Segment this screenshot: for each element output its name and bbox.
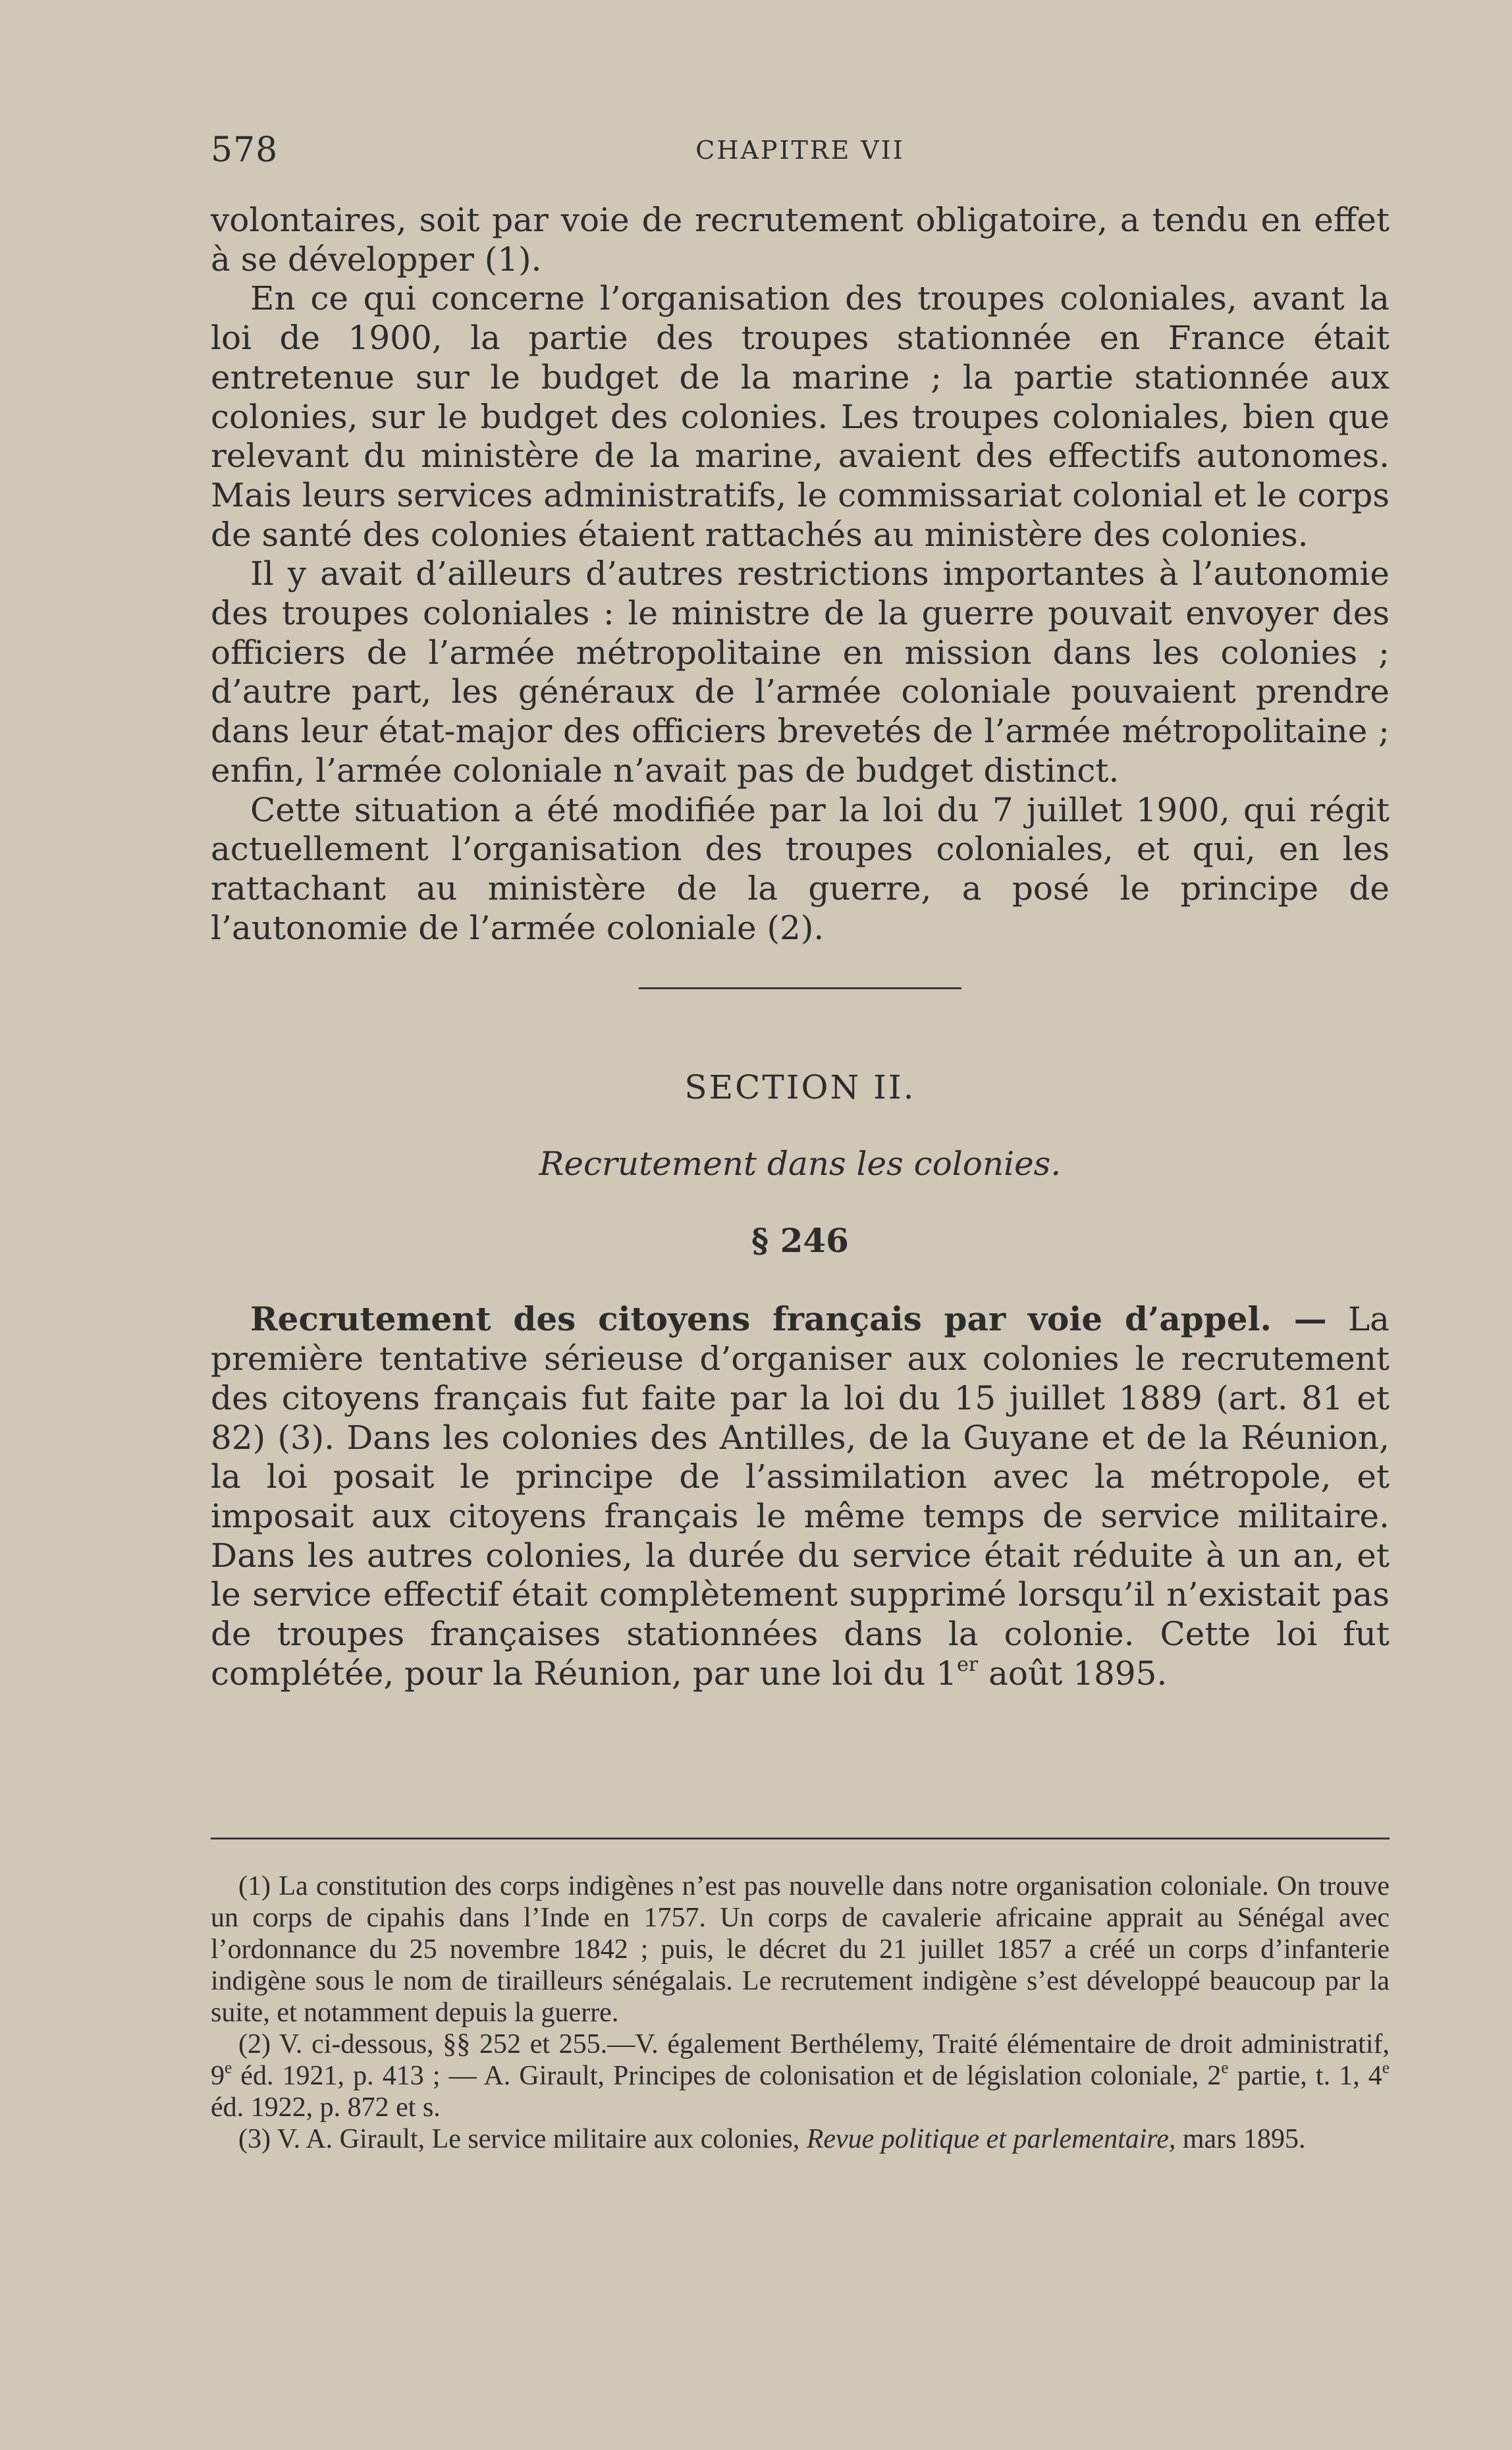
section-subtitle: Recrutement dans les colonies.	[539, 1145, 1062, 1184]
running-head: CHAPITRE VII	[695, 136, 905, 165]
footnote-2-text-b: éd. 1921, p. 413 ; — A. Girault, Principes de colonisation et de législation coloniale, 2	[232, 2061, 1222, 2091]
footnotes	[211, 1870, 1390, 2155]
footnote-3-text-b: mars 1895.	[1175, 2124, 1306, 2154]
page-number: 578	[211, 130, 279, 170]
superscript: e	[1382, 2059, 1390, 2077]
paragraph-organisation: En ce qui concerne l’organisation des troupes coloniales, avant la loi de 1900, la partie des troupes stationnée en France était entretenue sur le budget de la marine ; la partie stationnée aux colonies, sur le budget des colonies. Les troupes coloniales, bien que relevant du ministère de la marine, avaient des effectifs autonomes. Mais leurs services administratifs, le commissariat colonial et le corps de santé des colonies étaient rattachés au ministère des colonies.	[211, 279, 1390, 554]
footnote-1: (1) La constitution des corps indigènes n’est pas nouvelle dans notre organisation coloniale. On trouve un corps de cipahis dans l’Inde en 1757. Un corps de cavalerie africaine apprait au Sénégal avec l’ordonnance du 25 novembre 1842 ; puis, le décret du 21 juillet 1857 a créé un corps d’infanterie indigène sous le nom de tirailleurs sénégalais. Le recrutement indigène s’est développé beaucoup par la suite, et notamment depuis la guerre.	[211, 1871, 1390, 2028]
footnote-2	[211, 2028, 1390, 2123]
footnote-2-text-d: éd. 1922, p. 872 et s.	[211, 2092, 441, 2123]
footnote-3-text-a: (3) V. A. Girault, Le service militaire aux colonies,	[238, 2124, 807, 2154]
main-text	[211, 201, 1390, 1694]
superscript: er	[957, 1652, 979, 1676]
footnote-rule	[211, 1838, 1390, 1839]
footnote-3	[211, 2123, 1390, 2155]
footnote-2-text-c: partie, t. 1, 4	[1228, 2061, 1382, 2091]
paragraph-loi-1900: Cette situation a été modifiée par la loi du 7 juillet 1900, qui régit actuellement l’organisation des troupes coloniales, et qui, en les rattachant au ministère de la guerre, a posé le principe de l’autonomie de l’armée coloniale (2).	[211, 790, 1390, 947]
superscript: e	[1221, 2059, 1229, 2077]
footnote-3-journal: Revue politique et parlementaire,	[806, 2124, 1176, 2154]
paragraph-lead: Recrutement des citoyens français par voie d’appel. —	[250, 1299, 1327, 1339]
paragraph-recrutement	[211, 1299, 1390, 1693]
section-divider	[639, 987, 961, 989]
paragraph-text-a: La première tentative sérieuse d’organiser aux colonies le recrutement des citoyens français fut faite par la loi du 15 juillet 1889 (art. 81 et 82) (3). Dans les colonies des Antilles, de la Guyane et de la Réunion, la loi posait le principe de l’assimilation avec la métropole, et imposait aux citoyens français le même temps de service militaire. Dans les autres colonies, la durée du service était réduite à un an, et le service effectif était complètement supprimé lorsqu’il n’existait pas de troupes françaises stationnées dans la colonie. Cette loi fut complétée, pour la Réunion, par une loi du 1	[211, 1300, 1390, 1693]
paragraph-continued: volontaires, soit par voie de recrutement obligatoire, a tendu en effet à se développer (1).	[211, 201, 1390, 279]
footnote-2-text-a: (2) V. ci-dessous, §§ 252 et 255.—V. également Berthélemy, Traité élémentaire de droit administratif, 9	[211, 2029, 1390, 2091]
paragraph-number: § 246	[751, 1220, 849, 1260]
page-header	[211, 130, 1390, 177]
paragraph-restrictions: Il y avait d’ailleurs d’autres restrictions importantes à l’autonomie des troupes coloniales : le ministre de la guerre pouvait envoyer des officiers de l’armée métropolitaine en mission dans les colonies ; d’autre part, les généraux de l’armée coloniale pouvaient prendre dans leur état-major des officiers brevetés de l’armée métropolitaine ; enfin, l’armée coloniale n’avait pas de budget distinct.	[211, 555, 1390, 790]
superscript: e	[225, 2059, 232, 2077]
section-title: SECTION II.	[684, 1068, 916, 1107]
paragraph-text-b: août 1895.	[978, 1654, 1168, 1693]
